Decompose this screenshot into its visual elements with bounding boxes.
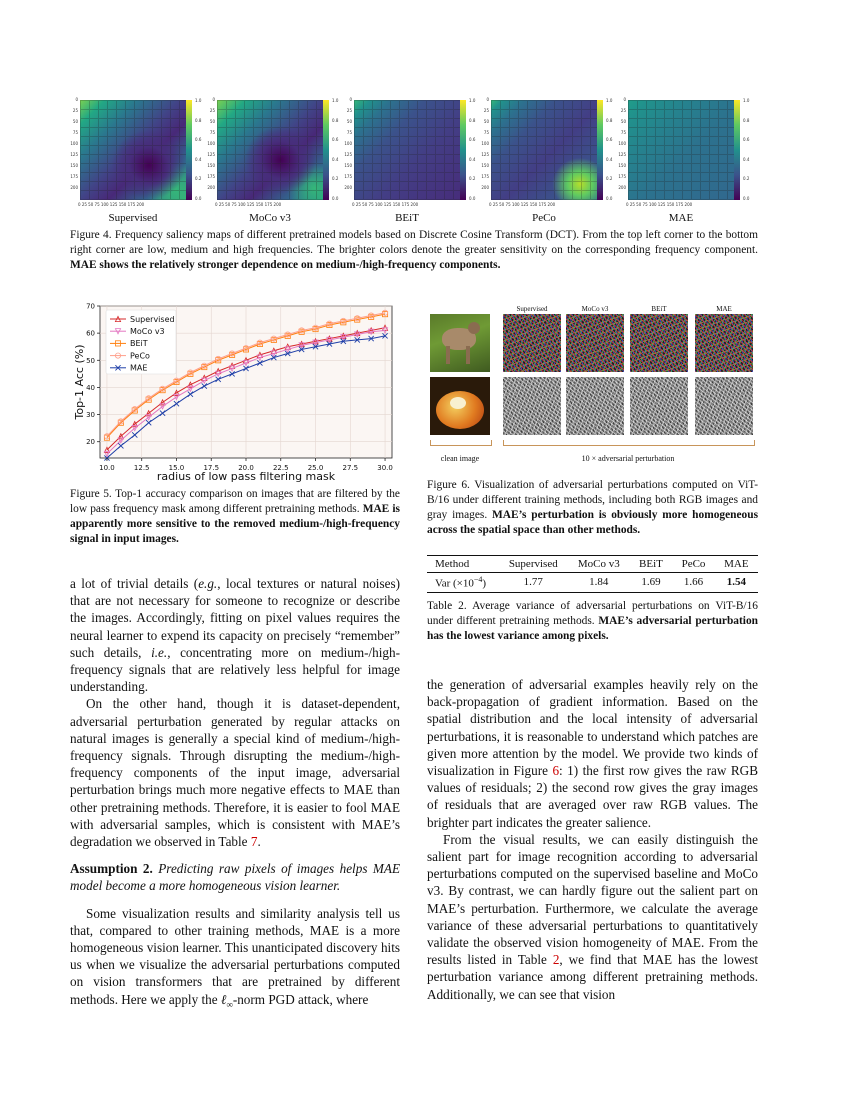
table-header-method: Method: [435, 558, 470, 570]
y-axis-label: Top-1 Acc (%): [73, 344, 86, 420]
x-tick-label: 27.5: [342, 464, 359, 472]
column-header-beit: BEiT: [651, 305, 667, 313]
perturbation-gray-mae: [695, 377, 753, 435]
heatmap-y-tick: 50: [72, 119, 78, 124]
heatmap-y-tick: 100: [481, 141, 489, 146]
heatmap-y-tick: 125: [344, 152, 352, 157]
column-header-mae: MAE: [716, 305, 732, 313]
table-header-supervised: Supervised: [508, 558, 558, 570]
colorbar-moco-v3: [323, 100, 329, 200]
table-cell-moco-v3: 1.84: [589, 576, 609, 589]
colorbar-tick: 1.0: [332, 98, 339, 103]
heatmap-x-ticks: 0 25 50 75 100 125 150 175 200: [489, 202, 556, 207]
heatmap-x-ticks: 0 25 50 75 100 125 150 175 200: [215, 202, 282, 207]
colorbar-mae: [734, 100, 740, 200]
heatmap-y-tick: 75: [483, 130, 489, 135]
left-column: [70, 575, 400, 1014]
heatmap-y-tick: 125: [618, 152, 626, 157]
heatmap-y-tick: 75: [209, 130, 215, 135]
heatmap-y-tick: 75: [620, 130, 626, 135]
table-2-link[interactable]: 2: [552, 952, 560, 968]
colorbar-tick: 0.2: [195, 176, 202, 181]
y-tick-label: 60: [86, 329, 95, 338]
paragraph: From the visual results, we can easily distinguish the salient part for image recognition according to adversarial perturbations computed on the supervised baseline and MoCo v3. By contrast, we can hardly figure out the salient part on MAE’s perturbation. Furthermore, we calculate the average variance of these adversarial perturbations to quantitatively validate the observed vision homogeneity of MAE. From the results listed in Table 2, we find that MAE has the lowest perturbation variance among different pretraining methods. Additionally, we can see that vision: [427, 831, 758, 1002]
legend-label: MoCo v3: [130, 327, 165, 336]
figure-4-caption: [70, 228, 758, 273]
paragraph: the generation of adversarial examples heavily rely on the back-propagation of gradient information. Based on the spatial distribution and the local intensity of adversarial perturbations, it is reasonable to understand which patches are given more attention by the model. We provide two kinds of visualization in Figure 6: 1) the first row gives the raw RGB values of residuals; 2) the second row gives the gray images of residuals that are averaged over raw RGB values. The brighter part indicates the greater salience.: [427, 677, 758, 830]
table-cell-peco: 1.66: [683, 576, 704, 589]
colorbar-tick: 0.0: [606, 195, 613, 201]
heatmap-y-tick: 150: [344, 163, 352, 168]
colorbar-tick: 0.0: [469, 195, 476, 201]
panel-label-supervised: Supervised: [108, 212, 158, 224]
colorbar-tick: 0.8: [743, 117, 750, 123]
y-tick-label: 40: [86, 383, 95, 392]
x-tick-label: 30.0: [377, 464, 393, 472]
table-cell-supervised: 1.77: [523, 576, 543, 589]
table-cell-mae: 1.54: [726, 576, 746, 589]
heatmap-y-tick: 0: [212, 97, 215, 102]
heatmap-y-tick: 0: [623, 97, 626, 102]
heatmap-y-tick: 75: [72, 130, 78, 135]
heatmap-y-tick: 25: [346, 108, 352, 113]
heatmap-peco: [491, 100, 597, 200]
figure-5-caption-bold: MAE is apparently more sensitive to the removed medium-/high-frequency signal in input images.: [70, 503, 400, 545]
colorbar-tick: 0.4: [469, 156, 476, 162]
figure-4-caption-text: Frequency saliency maps of different pretrained models based on Discrete Cosine Transform (DCT). From the top left corner to the bottom right corner are low, medium and high frequencies. The brighter colors denote the greater sensitivity on the corresponding frequency component.: [70, 229, 758, 256]
heatmap-beit: [354, 100, 460, 200]
table-7-link[interactable]: 7: [250, 834, 258, 850]
heatmap-y-tick: 50: [483, 119, 489, 124]
legend-label: Supervised: [130, 314, 175, 324]
colorbar-tick: 1.0: [606, 98, 613, 103]
heatmap-y-tick: 25: [72, 108, 78, 113]
heatmap-y-tick: 200: [481, 185, 489, 190]
heatmap-supervised: [80, 100, 186, 200]
table-2-caption: [427, 599, 758, 644]
heatmap-y-tick: 125: [481, 152, 489, 157]
heatmap-y-tick: 50: [620, 119, 626, 124]
x-tick-label: 12.5: [133, 464, 150, 472]
heatmap-y-tick: 150: [70, 163, 78, 168]
perturbation-gray-beit: [630, 377, 688, 435]
colorbar-tick: 0.8: [469, 117, 476, 123]
perturbation-rgb-beit: [630, 314, 688, 372]
heatmap-y-tick: 175: [618, 174, 626, 179]
figure-5-chart: [70, 298, 400, 486]
heatmap-y-tick: 175: [481, 174, 489, 179]
x-tick-label: 10.0: [99, 464, 115, 472]
heatmap-y-tick: 0: [75, 97, 78, 102]
legend-label: MAE: [130, 363, 148, 373]
perturbation-rgb-mae: [695, 314, 753, 372]
table-2-caption-bold: MAE’s adversarial perturbation has the lowest variance among pixels.: [427, 615, 758, 642]
heatmap-y-tick: 50: [209, 119, 215, 124]
clean-brace: [430, 440, 492, 446]
colorbar-tick: 1.0: [743, 98, 750, 103]
figure-6-caption-text: Figure 6. Visualization of adversarial perturbations computed on ViT-B/16 under different training methods, including both RGB images and gray images.: [427, 479, 758, 521]
y-tick-label: 70: [86, 302, 95, 311]
heatmap-y-tick: 125: [70, 152, 78, 157]
table-header-row: [427, 556, 758, 573]
legend-label: BEiT: [130, 339, 148, 349]
assumption-text: Predicting raw pixels of images helps MAE model become a more homogeneous vision learner.: [70, 861, 401, 894]
perturbation-gray-moco-v3: [566, 377, 624, 435]
right-column: [427, 676, 758, 1003]
heatmap-y-tick: 150: [207, 163, 215, 168]
heatmap-x-ticks: 0 25 50 75 100 125 150 175 200: [626, 202, 693, 207]
x-tick-label: 22.5: [272, 464, 289, 472]
colorbar-tick: 0.0: [332, 195, 339, 201]
colorbar-supervised: [186, 100, 192, 200]
heatmap-moco-v3: [217, 100, 323, 200]
colorbar-tick: 0.6: [743, 137, 750, 142]
heatmap-y-tick: 200: [70, 185, 78, 190]
heatmap-x-ticks: 0 25 50 75 100 125 150 175 200: [78, 202, 145, 207]
colorbar-tick: 0.6: [332, 137, 339, 142]
figure-4-caption-bold: MAE shows the relatively stronger dependence on medium-/high-frequency components.: [70, 259, 501, 271]
colorbar-beit: [460, 100, 466, 200]
table-2: [427, 555, 758, 593]
figure-6-link[interactable]: 6: [552, 763, 560, 779]
figure-5-caption: [70, 487, 400, 547]
x-tick-label: 20.0: [238, 464, 254, 472]
panel-label-peco: PeCo: [532, 212, 556, 224]
paragraph: a lot of trivial details (e.g., local textures or natural noises) that are not necessary for someone to recognize or describe the images. Accordingly, fitting on pixel values requires the neural learner to expend its capacity on precisely “remember” such details, i.e., concentrating more on medium-/high-frequency signals that are relatively less helpful for image understanding.: [70, 576, 400, 695]
colorbar-tick: 0.2: [469, 176, 476, 181]
table-header-peco: PeCo: [681, 558, 706, 570]
colorbar-tick: 0.4: [195, 156, 202, 162]
heatmap-y-tick: 0: [486, 97, 489, 102]
table-header-beit: BEiT: [639, 558, 663, 570]
x-tick-label: 15.0: [168, 464, 185, 472]
colorbar-tick: 0.6: [606, 137, 613, 142]
heatmap-y-tick: 50: [346, 119, 352, 124]
colorbar-tick: 0.8: [606, 117, 613, 123]
figure-6-caption: [427, 478, 758, 538]
heatmap-y-tick: 25: [483, 108, 489, 113]
colorbar-tick: 0.4: [332, 156, 339, 162]
colorbar-tick: 0.4: [743, 156, 750, 162]
colorbar-tick: 1.0: [195, 98, 202, 103]
table-2-caption-text: Table 2. Average variance of adversarial perturbations on ViT-B/16 under different pretraining methods.: [427, 600, 758, 627]
x-tick-label: 17.5: [203, 464, 220, 472]
heatmap-y-tick: 200: [618, 185, 626, 190]
table-cell-beit: 1.69: [641, 576, 661, 589]
heatmap-y-tick: 200: [207, 185, 215, 190]
colorbar-peco: [597, 100, 603, 200]
heatmap-y-tick: 175: [70, 174, 78, 179]
perturbation-rgb-supervised: [503, 314, 561, 372]
table-row: [427, 573, 758, 593]
heatmap-y-tick: 125: [207, 152, 215, 157]
colorbar-tick: 0.6: [469, 137, 476, 142]
paragraph: On the other hand, though it is dataset-dependent, adversarial perturbation generated by regular attacks on natural images is generally a special kind of medium-/high-frequency signals. Through disrupting the medium-/high-frequency components of the input image, adversarial perturbation brings much more negative effects to MAE than other pretraining methods. Therefore, it is easier to fool MAE with adversarial samples, which is consistent with MAE’s degradation we observed in Table 7.: [70, 696, 400, 850]
panel-label-mae: MAE: [668, 212, 694, 224]
clean-image-food: [430, 377, 490, 435]
figure-6-caption-bold: MAE’s perturbation is obviously more homogeneous across the spatial space than other methods.: [427, 509, 758, 536]
heatmap-y-tick: 100: [207, 141, 215, 146]
heatmap-y-tick: 150: [481, 163, 489, 168]
figure-5-caption-text: Figure 5. Top-1 accuracy comparison on images that are filtered by the low pass frequency mask among different pretraining methods.: [70, 488, 400, 515]
adversarial-brace: [503, 440, 755, 446]
heatmap-y-tick: 175: [344, 174, 352, 179]
panel-label-beit: BEiT: [395, 212, 419, 224]
y-tick-label: 20: [86, 438, 95, 447]
colorbar-tick: 1.0: [469, 98, 476, 103]
heatmap-y-tick: 175: [207, 174, 215, 179]
paragraph: Some visualization results and similarity analysis tell us that, compared to other training methods, MAE is a more homogeneous vision learner. This unanticipated discovery hits us when we visualize the adversarial perturbations computed on vision transformers that are pretrained by different methods. Here we apply the ℓ$_\infty$-norm PGD attack, where: [70, 905, 400, 1010]
assumption-label: Assumption 2.: [70, 861, 153, 877]
heatmap-y-tick: 25: [209, 108, 215, 113]
heatmap-y-tick: 100: [344, 141, 352, 146]
legend-label: PeCo: [130, 351, 150, 361]
table-header-moco-v3: MoCo v3: [577, 558, 620, 570]
heatmap-y-tick: 100: [618, 141, 626, 146]
colorbar-tick: 0.2: [743, 176, 750, 181]
column-header-moco-v3: MoCo v3: [581, 305, 609, 313]
table-header-mae: MAE: [724, 558, 749, 570]
x-tick-label: 25.0: [307, 464, 324, 472]
colorbar-tick: 0.4: [606, 156, 613, 162]
x-axis-label: radius of low pass filtering mask: [156, 470, 336, 483]
column-header-supervised: Supervised: [516, 305, 548, 313]
colorbar-tick: 0.8: [332, 117, 339, 123]
heatmap-mae: [628, 100, 734, 200]
heatmap-y-tick: 75: [346, 130, 352, 135]
heatmap-y-tick: 100: [70, 141, 78, 146]
perturbation-gray-supervised: [503, 377, 561, 435]
colorbar-tick: 0.8: [195, 117, 202, 123]
figure-4-label: Figure 4.: [70, 229, 112, 241]
heatmap-x-ticks: 0 25 50 75 100 125 150 175 200: [352, 202, 419, 207]
heatmap-y-tick: 0: [349, 97, 352, 102]
assumption-2: [70, 860, 400, 894]
colorbar-tick: 0.6: [195, 137, 202, 142]
colorbar-tick: 0.2: [606, 176, 613, 181]
adversarial-label: 10 × adversarial perturbation: [581, 454, 675, 463]
colorbar-tick: 0.2: [332, 176, 339, 181]
heatmap-y-tick: 25: [620, 108, 626, 113]
y-tick-label: 50: [86, 356, 95, 365]
y-tick-label: 30: [86, 411, 95, 420]
colorbar-tick: 0.0: [743, 195, 750, 201]
table-row-label: Var $(\times 10^{-4})$: [435, 575, 487, 590]
panel-label-moco-v3: MoCo v3: [249, 212, 291, 224]
clean-image-dog: [430, 314, 490, 372]
colorbar-tick: 0.0: [195, 195, 202, 201]
heatmap-y-tick: 150: [618, 163, 626, 168]
clean-image-label: clean image: [440, 454, 480, 463]
perturbation-rgb-moco-v3: [566, 314, 624, 372]
heatmap-y-tick: 200: [344, 185, 352, 190]
